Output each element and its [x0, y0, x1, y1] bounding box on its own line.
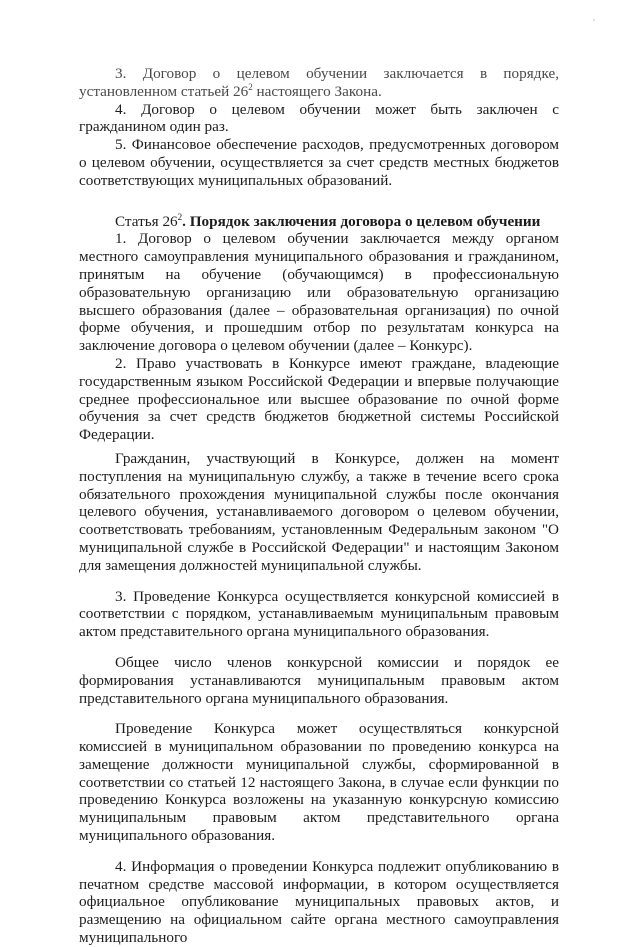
article-paragraph-2: 2. Право участвовать в Конкурсе имеют граждане, владеющие государственным языком Российской Федерации и впервые получающие среднее профессиональное или высшее образование по очной форме обучения за счет средств бюджетов бюджетной системы Российской Федерации.	[79, 354, 559, 444]
paragraph-1-sup: 2	[248, 81, 253, 92]
article-label: Статья 26	[115, 212, 178, 230]
article-title: . Порядок заключения договора о целевом обучении	[182, 212, 541, 230]
article-paragraph-1: 1. Договор о целевом обучении заключается между органом местного самоуправления муниципального образования и гражданином, принятым на обучение (обучающимся) в профессиональную образовательную организацию или образовательную организацию высшего образования (далее – образовательная организация) по очной форме обучения, и прошедшим отбор по результатам конкурса на заключение договора о целевом обучении (далее – Конкурс).	[79, 230, 559, 355]
article-paragraph-3: Гражданин, участвующий в Конкурсе, должен на момент поступления на муниципальную службу, а также в течение всего срока обязательного прохождения муниципальной службы после окончания целевого обучения, устанавливаемого договором о целевом обучении, соответствовать требованиям, установленным Федеральным законом "О муниципальной службе в Российской Федерации" и настоящим Законом для замещения должностей муниципальной службы.	[79, 449, 559, 574]
corner-mark: '	[593, 18, 595, 26]
paragraph-1-text: 3. Договор о целевом обучении заключается в порядке, установленном статьей 26	[79, 65, 559, 100]
article-sup: 2	[177, 211, 183, 222]
document-body	[79, 65, 559, 947]
article-paragraph-5: Общее число членов конкурсной комиссии и порядок ее формирования устанавливаются муниципальным правовым актом представительного органа муниципального образования.	[79, 653, 559, 707]
paragraph-1	[79, 65, 559, 101]
article-paragraph-7: 4. Информация о проведении Конкурса подлежит опубликованию в печатном средстве массовой информации, в котором осуществляется официальное опубликование муниципальных правовых актов, и размещению на официальном сайте органа местного самоуправления муниципального	[79, 857, 559, 947]
paragraph-3: 5. Финансовое обеспечение расходов, предусмотренных договором о целевом обучении, осуществляется за счет средств местных бюджетов соответствующих муниципальных образований.	[79, 136, 559, 189]
paragraph-2: 4. Договор о целевом обучении может быть заключен с гражданином один раз.	[79, 100, 559, 136]
article-heading	[79, 213, 559, 231]
article-paragraph-4: 3. Проведение Конкурса осуществляется конкурсной комиссией в соответствии с порядком, устанавливаемым муниципальным правовым актом представительного органа муниципального образования.	[79, 587, 559, 641]
paragraph-1-tail: настоящего Закона.	[252, 82, 382, 100]
article-paragraph-6: Проведение Конкурса может осуществляться конкурсной комиссией в муниципальном образовании по проведению конкурса на замещение должности муниципальной службы, сформированной в соответствии со статьей 12 настоящего Закона, в случае если функции по проведению Конкурса возложены на указанную конкурсную комиссию муниципальным правовым актом представительного органа муниципального образования.	[79, 720, 559, 845]
